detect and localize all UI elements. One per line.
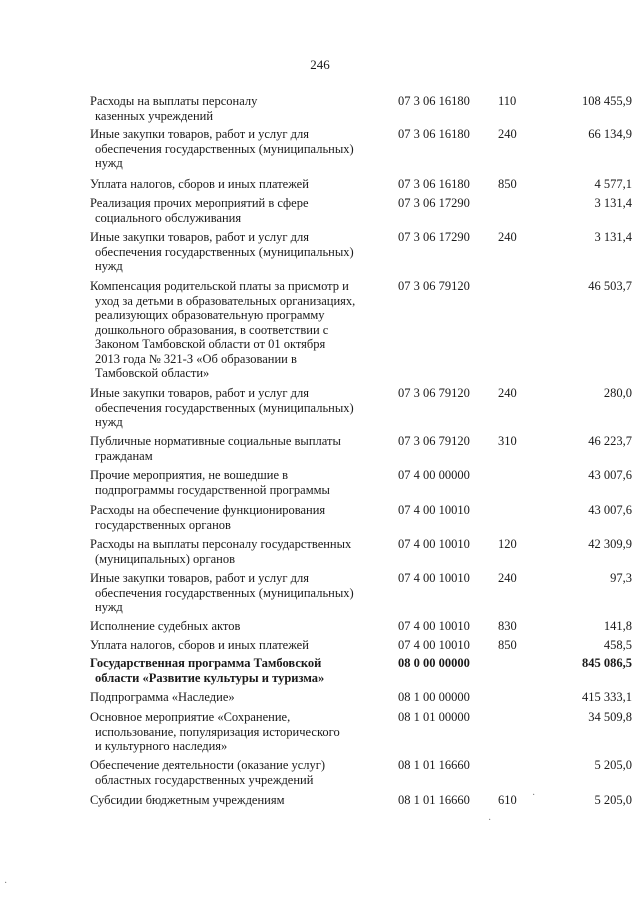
scan-speck: · <box>4 878 8 889</box>
row-expense-type: 610 <box>498 793 517 807</box>
row-name-line: подпрограммы государственной программы <box>95 482 330 497</box>
row-code: 07 4 00 00000 <box>398 468 470 482</box>
row-name-line: обеспечения государственных (муниципальных) <box>95 400 354 415</box>
row-name <box>90 230 375 274</box>
row-name-line: Исполнение судебных актов <box>90 619 241 633</box>
row-code: 07 4 00 10010 <box>398 537 470 551</box>
row-code: 08 1 00 00000 <box>398 690 470 704</box>
row-name <box>90 638 375 653</box>
row-code: 08 1 01 16660 <box>398 758 470 772</box>
row-amount: 42 309,9 <box>588 537 632 551</box>
row-amount: 4 577,1 <box>594 177 632 191</box>
row-name-line: области «Развитие культуры и туризма» <box>95 670 325 685</box>
row-name-line: нужд <box>95 259 123 273</box>
row-code: 07 4 00 10010 <box>398 571 470 585</box>
row-name <box>90 710 375 754</box>
row-code: 07 4 00 10010 <box>398 503 470 517</box>
row-name-line: Тамбовской области» <box>95 366 210 380</box>
row-code: 07 3 06 79120 <box>398 279 470 293</box>
row-amount: 845 086,5 <box>582 656 632 670</box>
row-name <box>90 656 375 685</box>
row-name <box>90 279 375 381</box>
row-expense-type: 240 <box>498 571 517 585</box>
row-name-line: обеспечения государственных (муниципальных) <box>95 141 354 156</box>
row-amount: 46 223,7 <box>588 434 632 448</box>
row-expense-type: 110 <box>498 94 517 108</box>
row-name-line: государственных органов <box>95 517 231 532</box>
row-name-line: Публичные нормативные социальные выплаты <box>90 434 341 448</box>
row-amount: 415 333,1 <box>582 690 632 704</box>
row-amount: 46 503,7 <box>588 279 632 293</box>
row-name <box>90 503 375 532</box>
row-code: 07 3 06 16180 <box>398 94 470 108</box>
row-name-line: нужд <box>95 415 123 429</box>
row-code: 07 3 06 79120 <box>398 434 470 448</box>
row-amount: 108 455,9 <box>582 94 632 108</box>
row-name-line: (муниципальных) органов <box>95 551 236 566</box>
row-expense-type: 850 <box>498 177 517 191</box>
row-code: 08 0 00 00000 <box>398 656 470 670</box>
row-code: 08 1 01 00000 <box>398 710 470 724</box>
row-name <box>90 468 375 497</box>
row-name-line: Уплата налогов, сборов и иных платежей <box>90 177 309 191</box>
row-name-line: Расходы на выплаты персоналу государственных <box>90 537 352 551</box>
row-name-line: Подпрограмма «Наследие» <box>90 690 235 704</box>
row-name <box>90 690 375 705</box>
row-name-line: Государственная программа Тамбовской <box>90 656 322 670</box>
row-name-line: Иные закупки товаров, работ и услуг для <box>90 230 310 244</box>
row-amount: 34 509,8 <box>588 710 632 724</box>
row-amount: 458,5 <box>603 638 632 652</box>
row-name-line: Расходы на выплаты персоналу <box>90 94 258 108</box>
row-amount: 5 205,0 <box>594 758 632 772</box>
row-name-line: Расходы на обеспечение функционирования <box>90 503 326 517</box>
row-name <box>90 434 375 463</box>
row-name-line: казенных учреждений <box>95 108 214 123</box>
row-name-line: Законом Тамбовской области от 01 октября <box>95 337 326 351</box>
row-expense-type: 120 <box>498 537 517 551</box>
row-code: 07 4 00 10010 <box>398 638 470 652</box>
row-name <box>90 537 375 566</box>
row-name-line: 2013 года № 321-З «Об образовании в <box>95 351 297 366</box>
row-code: 07 3 06 16180 <box>398 177 470 191</box>
row-name-line: Иные закупки товаров, работ и услуг для <box>90 571 310 585</box>
row-name-line: и культурного наследия» <box>95 739 228 753</box>
row-name-line: Компенсация родительской платы за присмотр и <box>90 279 349 293</box>
row-expense-type: 850 <box>498 638 517 652</box>
row-name <box>90 177 375 192</box>
row-name <box>90 619 375 634</box>
row-name-line: Иные закупки товаров, работ и услуг для <box>90 386 310 400</box>
row-name <box>90 94 375 123</box>
row-name <box>90 571 375 615</box>
row-name-line: областных государственных учреждений <box>95 772 314 787</box>
row-name-line: Прочие мероприятия, не вошедшие в <box>90 468 289 482</box>
row-name-line: Субсидии бюджетным учреждениям <box>90 793 285 807</box>
row-amount: 5 205,0 <box>594 793 632 807</box>
row-name-line: гражданам <box>95 448 153 463</box>
row-name <box>90 196 375 225</box>
row-name-line: обеспечения государственных (муниципальных) <box>95 585 354 600</box>
row-amount: 43 007,6 <box>588 503 632 517</box>
row-expense-type: 240 <box>498 230 517 244</box>
row-name-line: реализующих образовательную программу <box>95 308 325 322</box>
row-code: 07 3 06 16180 <box>398 127 470 141</box>
row-name-line: нужд <box>95 156 123 170</box>
page-number: 246 <box>310 57 330 72</box>
row-name-line: социального обслуживания <box>95 210 242 225</box>
scan-speck: · <box>488 815 492 826</box>
row-expense-type: 240 <box>498 386 517 400</box>
row-name <box>90 758 375 787</box>
row-amount: 3 131,4 <box>594 196 632 210</box>
row-name-line: нужд <box>95 600 123 614</box>
row-expense-type: 240 <box>498 127 517 141</box>
row-name-line: Обеспечение деятельности (оказание услуг) <box>90 758 326 772</box>
scan-speck: · <box>532 790 536 801</box>
row-amount: 97,3 <box>610 571 632 585</box>
row-name-line: Иные закупки товаров, работ и услуг для <box>90 127 310 141</box>
row-expense-type: 310 <box>498 434 517 448</box>
row-code: 08 1 01 16660 <box>398 793 470 807</box>
row-amount: 3 131,4 <box>594 230 632 244</box>
row-amount: 66 134,9 <box>588 127 632 141</box>
row-name-line: уход за детьми в образовательных организациях, <box>95 293 356 308</box>
row-amount: 43 007,6 <box>588 468 632 482</box>
row-amount: 280,0 <box>603 386 632 400</box>
row-code: 07 3 06 17290 <box>398 230 470 244</box>
row-code: 07 3 06 17290 <box>398 196 470 210</box>
row-code: 07 3 06 79120 <box>398 386 470 400</box>
row-name-line: использование, популяризация исторического <box>95 724 340 739</box>
row-name-line: обеспечения государственных (муниципальных) <box>95 244 354 259</box>
row-name <box>90 793 375 808</box>
row-name-line: Основное мероприятие «Сохранение, <box>90 710 291 724</box>
row-name <box>90 386 375 430</box>
row-name-line: Уплата налогов, сборов и иных платежей <box>90 638 309 652</box>
row-name <box>90 127 375 171</box>
row-code: 07 4 00 10010 <box>398 619 470 633</box>
row-name-line: Реализация прочих мероприятий в сфере <box>90 196 309 210</box>
row-amount: 141,8 <box>603 619 632 633</box>
row-expense-type: 830 <box>498 619 517 633</box>
row-name-line: дошкольного образования, в соответствии с <box>95 322 329 337</box>
